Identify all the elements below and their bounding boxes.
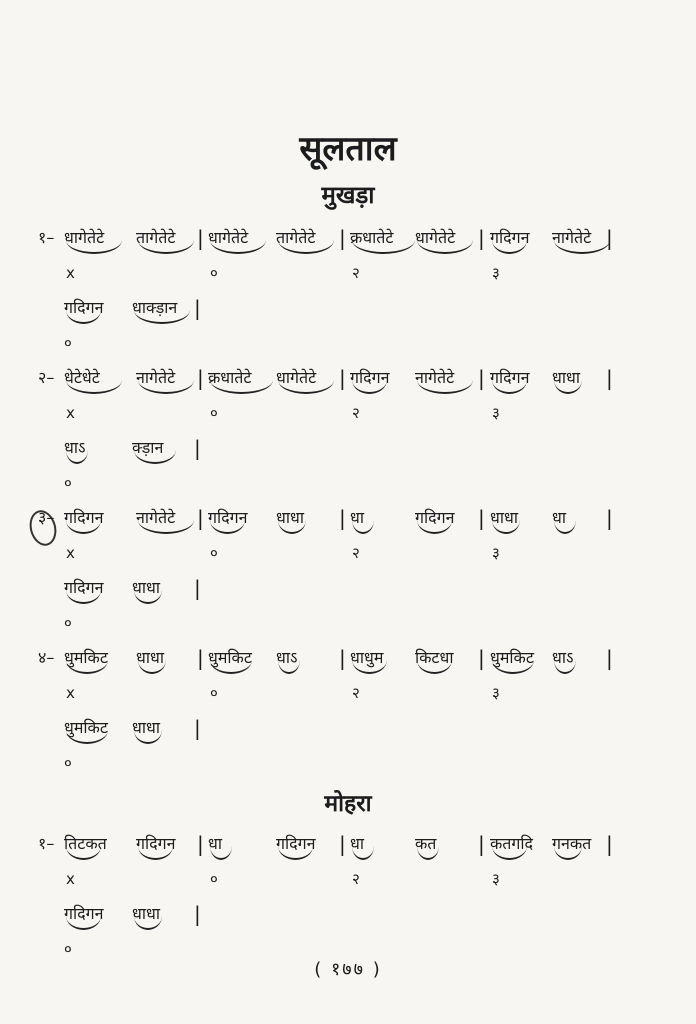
composition-number: १– bbox=[38, 228, 55, 247]
tali-mark: ० bbox=[210, 404, 218, 422]
bol-arc bbox=[138, 846, 173, 860]
bol-arc bbox=[352, 240, 415, 254]
bol-arc bbox=[278, 846, 313, 860]
bol: धागेतेटे bbox=[208, 228, 249, 247]
tali-mark: x bbox=[66, 264, 75, 282]
bol-arc bbox=[554, 240, 610, 254]
division-bar: | bbox=[197, 646, 204, 670]
composition-number: ४– bbox=[38, 648, 55, 667]
bol: धुमकिट bbox=[208, 648, 252, 667]
division-bar: | bbox=[606, 366, 613, 390]
division-bar: | bbox=[339, 506, 346, 530]
bol-arc bbox=[138, 380, 194, 394]
bol: कतगदि bbox=[490, 834, 534, 853]
tali-mark: ३ bbox=[492, 870, 500, 888]
bol-arc bbox=[66, 310, 101, 324]
bol-arc bbox=[210, 240, 266, 254]
composition-number: १– bbox=[38, 834, 55, 853]
division-bar: | bbox=[197, 226, 204, 250]
division-bar: | bbox=[478, 832, 485, 856]
bol: धागेतेटे bbox=[276, 368, 317, 387]
bol: गदिगन bbox=[64, 298, 104, 317]
bol: धेटेधेटे bbox=[64, 368, 100, 387]
bol-arc bbox=[352, 846, 374, 860]
bol: धाधा bbox=[552, 368, 580, 387]
tali-mark: ० bbox=[64, 754, 72, 772]
bol: नागेतेटे bbox=[136, 508, 176, 527]
tali-mark: २ bbox=[352, 544, 360, 562]
division-bar: | bbox=[197, 832, 204, 856]
bol: धा bbox=[552, 508, 566, 527]
bol: धागेतेटे bbox=[64, 228, 105, 247]
bol: धागेतेटे bbox=[415, 228, 456, 247]
bol: धुमकिट bbox=[64, 648, 108, 667]
division-bar: | bbox=[194, 436, 201, 460]
bol-arc bbox=[417, 660, 452, 674]
bol-arc bbox=[352, 660, 387, 674]
division-bar: | bbox=[478, 366, 485, 390]
bol-arc bbox=[134, 450, 176, 464]
bol-arc bbox=[66, 520, 101, 534]
bol-arc bbox=[417, 846, 439, 860]
tali-mark: ० bbox=[210, 544, 218, 562]
bol: गदिगन bbox=[276, 834, 316, 853]
bol: धाक्ड़ान bbox=[132, 298, 178, 317]
division-bar: | bbox=[194, 296, 201, 320]
bol-arc bbox=[492, 240, 527, 254]
division-bar: | bbox=[478, 226, 485, 250]
tali-mark: ३ bbox=[492, 404, 500, 422]
bol-arc bbox=[134, 916, 162, 930]
bol: धा bbox=[350, 508, 364, 527]
bol-arc bbox=[66, 450, 88, 464]
page-number: ( १७७ ) bbox=[314, 959, 382, 980]
bol: तागेतेटे bbox=[276, 228, 316, 247]
division-bar: | bbox=[194, 902, 201, 926]
bol-arc bbox=[352, 380, 387, 394]
bol: नागेतेटे bbox=[415, 368, 455, 387]
tali-mark: ० bbox=[210, 684, 218, 702]
bol-arc bbox=[134, 730, 162, 744]
tali-mark: ० bbox=[64, 334, 72, 352]
bol: क्रधातेटे bbox=[350, 228, 394, 247]
tali-mark: ० bbox=[64, 474, 72, 492]
bol-arc bbox=[554, 846, 582, 860]
bol-arc bbox=[210, 380, 273, 394]
bol: धा bbox=[350, 834, 364, 853]
bol: गदिगन bbox=[350, 368, 390, 387]
bol: धाऽ bbox=[552, 648, 574, 667]
bol-arc bbox=[66, 916, 101, 930]
bol-arc bbox=[554, 660, 576, 674]
page-title: सूलताल bbox=[299, 129, 397, 169]
tali-mark: २ bbox=[352, 684, 360, 702]
bol: नागेतेटे bbox=[136, 368, 176, 387]
bol-arc bbox=[554, 520, 576, 534]
division-bar: | bbox=[194, 576, 201, 600]
bol-arc bbox=[417, 380, 473, 394]
bol-arc bbox=[210, 846, 232, 860]
bol: धाधा bbox=[136, 648, 164, 667]
bol: गदिगन bbox=[208, 508, 248, 527]
bol: धुमकिट bbox=[64, 718, 108, 737]
division-bar: | bbox=[606, 646, 613, 670]
section-heading-mohra: मोहरा bbox=[324, 791, 372, 817]
bol: गदिगन bbox=[64, 508, 104, 527]
tali-mark: x bbox=[66, 544, 75, 562]
bol: गदिगन bbox=[136, 834, 176, 853]
division-bar: | bbox=[339, 832, 346, 856]
bol-arc bbox=[554, 380, 582, 394]
bol-arc bbox=[492, 520, 520, 534]
bol: धाऽ bbox=[64, 438, 86, 457]
division-bar: | bbox=[478, 646, 485, 670]
section-heading-mukhda: मुखड़ा bbox=[321, 181, 375, 209]
bol-arc bbox=[134, 310, 190, 324]
tali-mark: ३ bbox=[492, 264, 500, 282]
bol: गदिगन bbox=[490, 228, 530, 247]
bol: तिटकत bbox=[64, 834, 107, 853]
bol-arc bbox=[278, 240, 334, 254]
bol: धाधुम bbox=[350, 648, 384, 667]
bol-arc bbox=[492, 660, 534, 674]
bol-arc bbox=[417, 240, 473, 254]
bol-arc bbox=[210, 660, 252, 674]
bol-arc bbox=[66, 380, 122, 394]
bol-arc bbox=[278, 520, 306, 534]
bol-arc bbox=[278, 660, 300, 674]
bol-arc bbox=[210, 520, 245, 534]
bol: किटधा bbox=[415, 648, 454, 667]
tali-mark: ३ bbox=[492, 544, 500, 562]
bol: क्रधातेटे bbox=[208, 368, 252, 387]
division-bar: | bbox=[339, 226, 346, 250]
bol: गदिगन bbox=[415, 508, 455, 527]
tali-mark: x bbox=[66, 404, 75, 422]
composition-number: ३– bbox=[38, 508, 55, 527]
tali-mark: ० bbox=[64, 614, 72, 632]
bol: धाधा bbox=[490, 508, 518, 527]
bol: गदिगन bbox=[490, 368, 530, 387]
bol-arc bbox=[492, 380, 527, 394]
tali-mark: x bbox=[66, 684, 75, 702]
bol-arc bbox=[138, 520, 194, 534]
bol: धाधा bbox=[132, 718, 160, 737]
division-bar: | bbox=[339, 366, 346, 390]
division-bar: | bbox=[197, 506, 204, 530]
division-bar: | bbox=[194, 716, 201, 740]
bol-arc bbox=[492, 846, 527, 860]
composition-number: २– bbox=[38, 368, 55, 387]
division-bar: | bbox=[339, 646, 346, 670]
division-bar: | bbox=[197, 366, 204, 390]
bol: नागेतेटे bbox=[552, 228, 592, 247]
bol: गनकत bbox=[552, 834, 592, 853]
bol-arc bbox=[352, 520, 374, 534]
tali-mark: २ bbox=[352, 404, 360, 422]
bol-arc bbox=[417, 520, 452, 534]
bol: धा bbox=[208, 834, 222, 853]
bol: क्ड़ान bbox=[132, 438, 164, 457]
bol-arc bbox=[138, 240, 194, 254]
bol: गदिगन bbox=[64, 904, 104, 923]
bol: धाधा bbox=[276, 508, 304, 527]
tali-mark: २ bbox=[352, 264, 360, 282]
bol: कत bbox=[415, 834, 437, 853]
bol-arc bbox=[66, 240, 122, 254]
division-bar: | bbox=[606, 832, 613, 856]
bol-arc bbox=[66, 730, 108, 744]
tali-mark: ० bbox=[64, 940, 72, 958]
bol-arc bbox=[138, 660, 166, 674]
bol: धाधा bbox=[132, 578, 160, 597]
tali-mark: x bbox=[66, 870, 75, 888]
bol-arc bbox=[278, 380, 334, 394]
bol: धाऽ bbox=[276, 648, 298, 667]
tali-mark: ३ bbox=[492, 684, 500, 702]
bol-arc bbox=[66, 846, 101, 860]
bol: धाधा bbox=[132, 904, 160, 923]
division-bar: | bbox=[478, 506, 485, 530]
bol: तागेतेटे bbox=[136, 228, 176, 247]
bol: गदिगन bbox=[64, 578, 104, 597]
tali-mark: ० bbox=[210, 870, 218, 888]
division-bar: | bbox=[606, 226, 613, 250]
bol-arc bbox=[66, 590, 101, 604]
tali-mark: २ bbox=[352, 870, 360, 888]
bol-arc bbox=[134, 590, 162, 604]
tali-mark: ० bbox=[210, 264, 218, 282]
bol-arc bbox=[66, 660, 108, 674]
division-bar: | bbox=[606, 506, 613, 530]
bol: धुमकिट bbox=[490, 648, 534, 667]
